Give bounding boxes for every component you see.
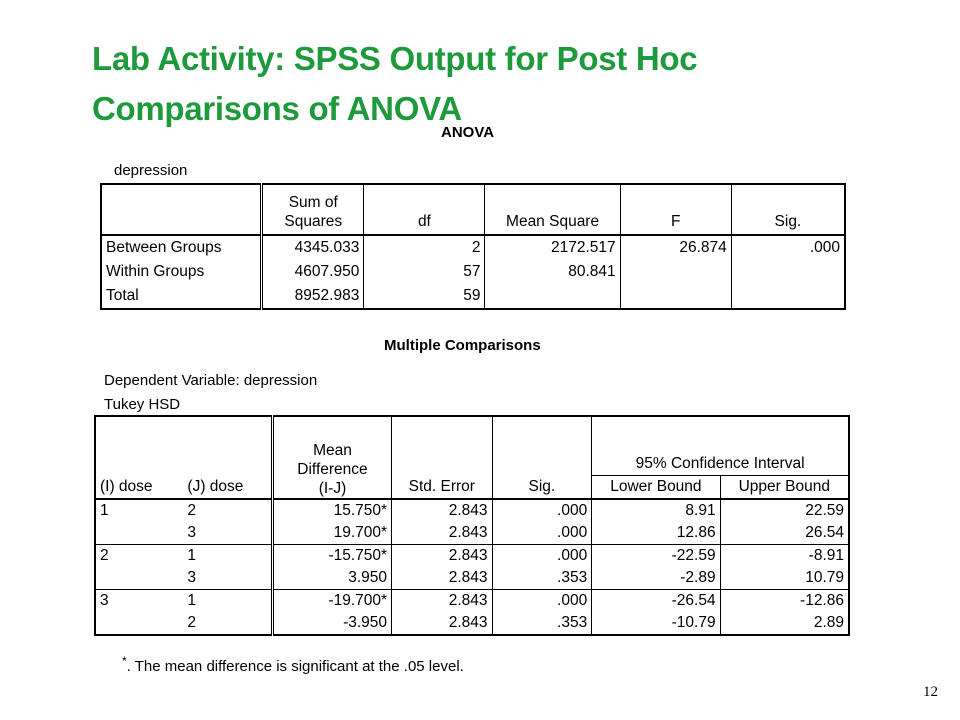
mc-header-row-1 <box>95 416 849 476</box>
anova-header-sig: Sig. <box>731 184 845 235</box>
anova-cell: 8952.983 <box>262 284 364 309</box>
mc-cell: -12.86 <box>720 590 849 613</box>
mc-method: Tukey HSD <box>104 396 181 413</box>
mc-header-std-error: Std. Error <box>392 416 492 499</box>
mc-cell: 3.950 <box>272 567 391 590</box>
mc-cell: .000 <box>492 499 592 522</box>
anova-cell: 4345.033 <box>262 235 364 260</box>
mc-cell: 10.79 <box>720 567 849 590</box>
anova-header-ss-line1: Sum of <box>288 194 338 211</box>
mc-cell: 12.86 <box>592 522 720 545</box>
anova-cell: 80.841 <box>485 260 620 284</box>
anova-cell: 57 <box>364 260 485 284</box>
mc-cell: 26.54 <box>720 522 849 545</box>
page-number: 12 <box>923 684 938 700</box>
mc-cell: 15.750* <box>272 499 391 522</box>
mc-header-sig: Sig. <box>492 416 592 499</box>
mc-cell: 2.843 <box>392 522 492 545</box>
footnote-marker: * <box>122 654 127 668</box>
mc-header-mean-diff-line3: (I-J) <box>318 480 347 497</box>
mc-cell: 2 <box>187 502 197 519</box>
mc-cell: 1 <box>183 590 272 613</box>
mc-cell: 2.843 <box>392 499 492 522</box>
mc-cell: -15.750* <box>272 545 391 568</box>
anova-caption: ANOVA <box>441 124 495 141</box>
mc-cell: -10.79 <box>592 612 720 635</box>
slide-title-line-2: Comparisons of ANOVA <box>92 90 462 127</box>
mc-cell: 2.843 <box>392 612 492 635</box>
mc-cell: -26.54 <box>592 590 720 613</box>
mc-header-upper: Upper Bound <box>720 476 849 500</box>
anova-header-row <box>101 184 845 235</box>
anova-cell: 4607.950 <box>262 260 364 284</box>
mc-cell <box>95 522 183 545</box>
anova-cell <box>731 260 845 284</box>
mc-cell: -22.59 <box>592 545 720 568</box>
anova-cell: Within Groups <box>106 263 205 280</box>
mc-cell: .353 <box>492 567 592 590</box>
mc-row <box>95 499 849 522</box>
anova-cell: .000 <box>731 235 845 260</box>
anova-row-between <box>101 235 845 260</box>
mc-cell: 3 <box>187 524 197 541</box>
anova-header-df: df <box>364 184 485 235</box>
mc-cell: .000 <box>492 522 592 545</box>
mc-cell: -19.700* <box>272 590 391 613</box>
mc-cell: 2 <box>95 545 183 568</box>
mc-cell: -2.89 <box>592 567 720 590</box>
anova-row-total <box>101 284 845 309</box>
mc-cell: 3 <box>187 569 197 586</box>
anova-cell: 2 <box>364 235 485 260</box>
anova-header-ss-line2: Squares <box>284 213 343 230</box>
anova-cell: Between Groups <box>106 239 222 256</box>
mc-cell: 2 <box>187 614 197 631</box>
mc-header-mean-diff-line2: Difference <box>297 461 368 478</box>
mc-header-ci: 95% Confidence Interval <box>592 416 849 476</box>
mc-cell: -8.91 <box>720 545 849 568</box>
anova-cell <box>620 284 731 309</box>
mc-header-lower: Lower Bound <box>592 476 720 500</box>
mc-cell: 22.59 <box>720 499 849 522</box>
anova-cell <box>485 284 620 309</box>
anova-cell: 26.874 <box>620 235 731 260</box>
mc-row <box>95 567 849 590</box>
anova-header-ms: Mean Square <box>485 184 620 235</box>
mc-row <box>95 522 849 545</box>
anova-table <box>100 183 846 310</box>
mc-header-i: (I) dose <box>95 416 183 499</box>
footnote-text: . The mean difference is significant at the .05 level. <box>126 658 464 675</box>
anova-cell: Total <box>106 287 139 304</box>
mc-cell: 2.843 <box>392 545 492 568</box>
mc-cell: 19.700* <box>272 522 391 545</box>
mc-cell: 3 <box>95 590 183 613</box>
anova-header-blank <box>101 184 262 235</box>
mc-cell: 1 <box>100 502 109 519</box>
slide-title-line-1: Lab Activity: SPSS Output for Post Hoc <box>92 40 698 77</box>
mc-dependent-variable: Dependent Variable: depression <box>104 372 318 389</box>
mc-caption: Multiple Comparisons <box>384 337 541 354</box>
mc-cell <box>95 612 183 635</box>
mc-cell <box>95 567 183 590</box>
anova-row-within <box>101 260 845 284</box>
mc-header-mean-diff <box>272 416 391 499</box>
mc-cell: .353 <box>492 612 592 635</box>
mc-cell: 8.91 <box>592 499 720 522</box>
anova-header-ss <box>262 184 364 235</box>
mc-cell: 2.843 <box>392 590 492 613</box>
anova-cell <box>620 260 731 284</box>
anova-cell: 2172.517 <box>485 235 620 260</box>
anova-cell <box>731 284 845 309</box>
mc-row <box>95 545 849 568</box>
anova-variable-label: depression <box>114 162 188 179</box>
anova-header-f: F <box>620 184 731 235</box>
mc-cell: -3.950 <box>272 612 391 635</box>
mc-footnote <box>122 654 464 675</box>
mc-cell: 2.843 <box>392 567 492 590</box>
mc-header-mean-diff-line1: Mean <box>313 442 352 459</box>
mc-header-j: (J) dose <box>183 416 272 499</box>
anova-cell: 59 <box>364 284 485 309</box>
mc-cell: .000 <box>492 590 592 613</box>
mc-row <box>95 590 849 613</box>
mc-row <box>95 612 849 635</box>
slide-title <box>92 34 912 134</box>
mc-cell: .000 <box>492 545 592 568</box>
mc-cell: 1 <box>183 545 272 568</box>
mc-cell: 2.89 <box>720 612 849 635</box>
multiple-comparisons-table <box>94 415 850 636</box>
